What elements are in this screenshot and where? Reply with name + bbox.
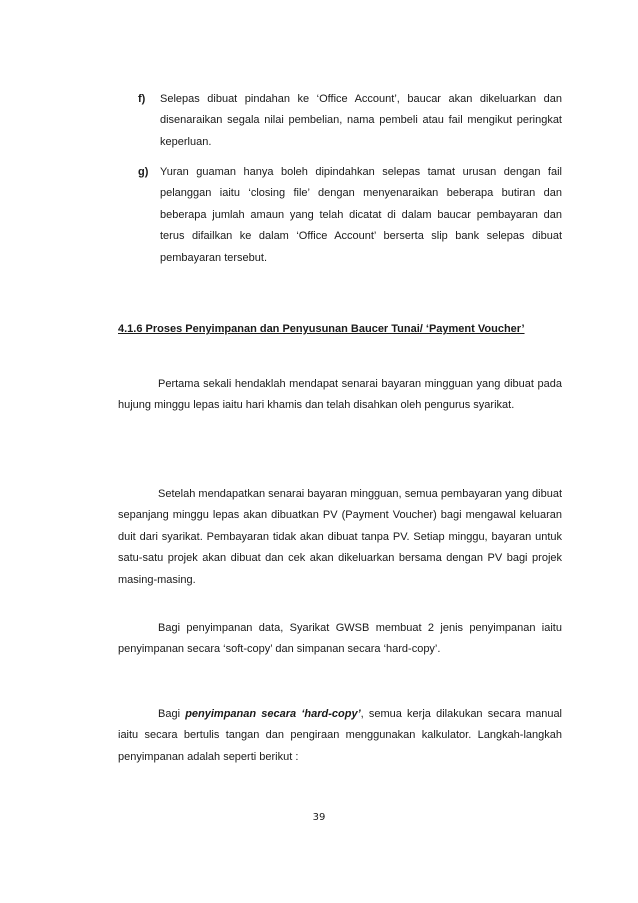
paragraph-4-lead: Bagi <box>158 708 186 720</box>
paragraph-2: Setelah mendapatkan senarai bayaran mingguan, semua pembayaran yang dibuat sepanjang minggu lepas akan dibuatkan PV (Payment Voucher) bagi mengawal keluaran duit dari syarikat. Pembayaran tidak akan dibuat tanpa PV. Setiap minggu, bayaran untuk satu-satu projek akan dibuat dan cek akan dikeluarkan bersama dengan PV bagi projek masing-masing. <box>118 488 562 586</box>
paragraph-4 <box>118 704 562 768</box>
paragraph-4-emphasis: penyimpanan secara ‘hard-copy’ <box>185 708 361 720</box>
section-heading: 4.1.6 Proses Penyimpanan dan Penyusunan Baucer Tunai/ ‘Payment Voucher’ <box>118 323 525 335</box>
list-item-text: Selepas dibuat pindahan ke ‘Office Account’, baucar akan dikeluarkan dan disenaraikan segala nilai pembelian, nama pembeli atau fail mengikut peringkat keperluan. <box>160 93 562 148</box>
paragraph-4-rest: , semua kerja dilakukan secara manual iaitu secara bertulis tangan dan pengiraan menggunakan kalkulator. Langkah-langkah penyimpanan adalah seperti berikut : <box>118 708 563 763</box>
page-number: 39 <box>312 812 326 823</box>
list-marker: g) <box>138 166 149 178</box>
paragraph-1: Pertama sekali hendaklah mendapat senarai bayaran mingguan yang dibuat pada hujung minggu lepas iaitu hari khamis dan telah disahkan oleh pengurus syarikat. <box>118 378 562 412</box>
paragraph-3: Bagi penyimpanan data, Syarikat GWSB membuat 2 jenis penyimpanan iaitu penyimpanan secara ‘soft-copy’ dan simpanan secara ‘hard-copy’. <box>118 622 562 656</box>
list-item-text: Yuran guaman hanya boleh dipindahkan selepas tamat urusan dengan fail pelanggan iaitu ‘closing file’ dengan menyenaraikan beberapa butiran dan beberapa jumlah amaun yang telah dicatat di dalam baucar pembayaran dan terus difailkan ke dalam ‘Office Account’ berserta slip bank selepas dibuat pembayaran tersebut. <box>160 166 562 264</box>
list-item-g <box>118 162 562 269</box>
list-marker: f) <box>138 93 146 105</box>
list-item-f <box>118 89 562 153</box>
